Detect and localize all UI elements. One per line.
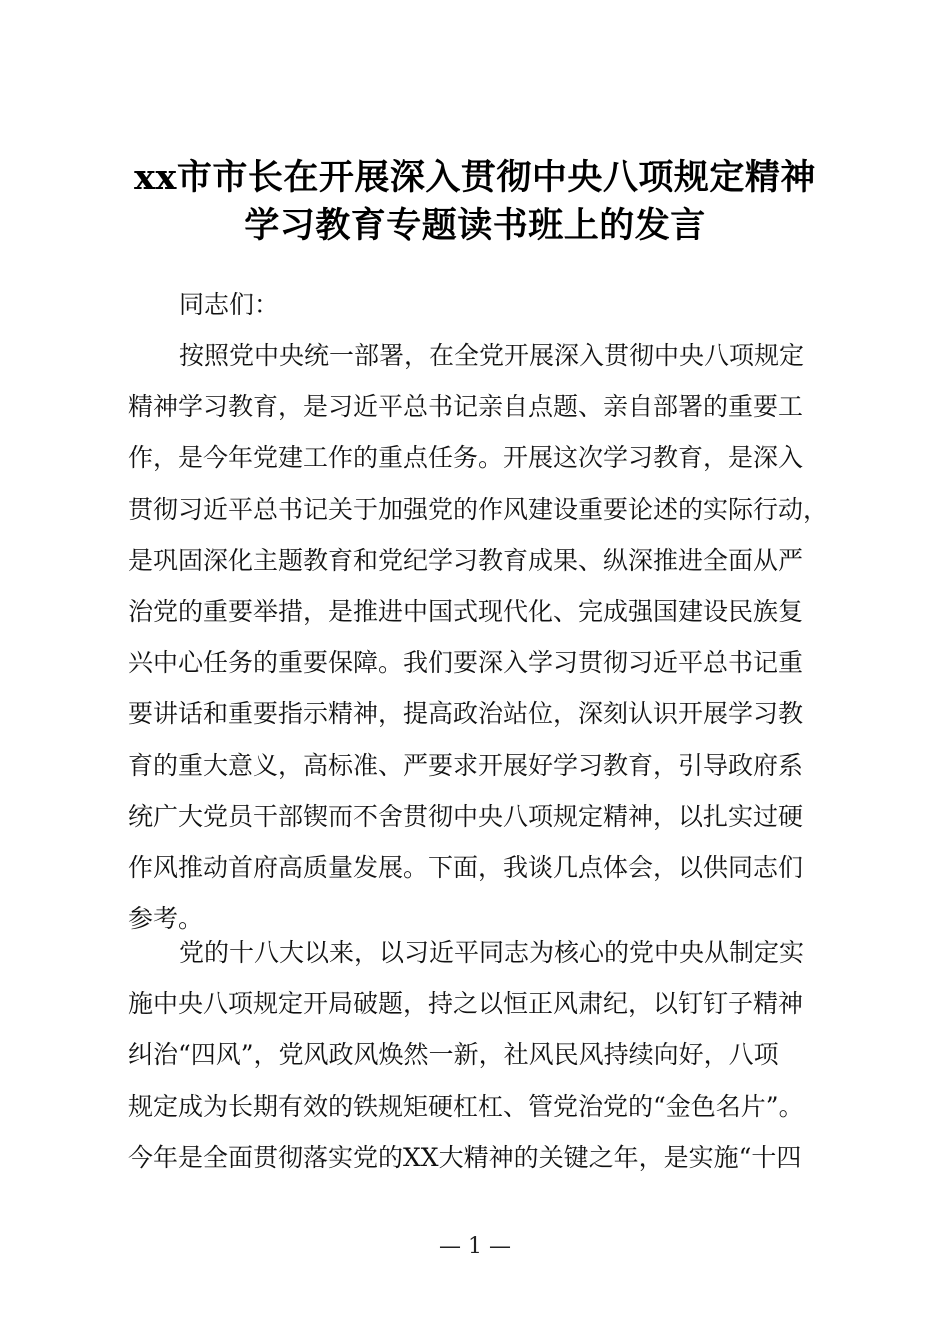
paragraph-line: 参考。: [128, 904, 204, 934]
paragraph-2: [128, 927, 838, 1183]
paragraph-line: 纠治“四风”，党风政风焕然一新，社风民风持续向好，八项: [128, 1040, 779, 1070]
paragraph-line: 施中央八项规定开局破题，持之以恒正风肃纪，以钉钉子精神: [128, 989, 804, 1019]
paragraph-line: 是巩固深化主题教育和党纪学习教育成果、纵深推进全面从严: [128, 545, 804, 575]
paragraph-line: 按照党中央统一部署，在全党开展深入贯彻中央八项规定: [179, 341, 805, 370]
paragraph-line: 作，是今年党建工作的重点任务。开展这次学习教育，是深入: [128, 443, 804, 473]
paragraph-1: [128, 330, 838, 944]
paragraph-line: 统广大党员干部锲而不舍贯彻中央八项规定精神，以扎实过硬: [128, 801, 804, 831]
paragraph-line: 要讲话和重要指示精神，提高政治站位，深刻认识开展学习教: [128, 699, 804, 729]
paragraph-line: 育的重大意义，高标准、严要求开展好学习教育，引导政府系: [128, 750, 804, 780]
paragraph-line: 治党的重要举措，是推进中国式现代化、完成强国建设民族复: [128, 596, 804, 626]
paragraph-line: 规定成为长期有效的铁规矩硬杠杠、管党治党的“金色名片”。: [128, 1091, 804, 1121]
paragraph-line: 贯彻习近平总书记关于加强党的作风建设重要论述的实际行动，: [128, 494, 829, 524]
paragraph-line: 兴中心任务的重要保障。我们要深入学习贯彻习近平总书记重: [128, 648, 804, 678]
paragraph-line: 党的十八大以来，以习近平同志为核心的党中央从制定实: [179, 938, 805, 967]
page-number: — 1 —: [439, 1234, 511, 1259]
paragraph-line: 精神学习教育，是习近平总书记亲自点题、亲自部署的重要工: [128, 392, 804, 422]
paragraph-line: 作风推动首府高质量发展。下面，我谈几点体会，以供同志们: [128, 852, 804, 882]
paragraph-line: 今年是全面贯彻落实党的XX大精神的关键之年，是实施“十四: [128, 1142, 802, 1172]
document-title-line-1: xx市市长在开展深入贯彻中央八项规定精神: [134, 157, 816, 198]
salutation: 同志们：: [179, 290, 280, 319]
document-title-line-2: 学习教育专题读书班上的发言: [244, 205, 706, 246]
